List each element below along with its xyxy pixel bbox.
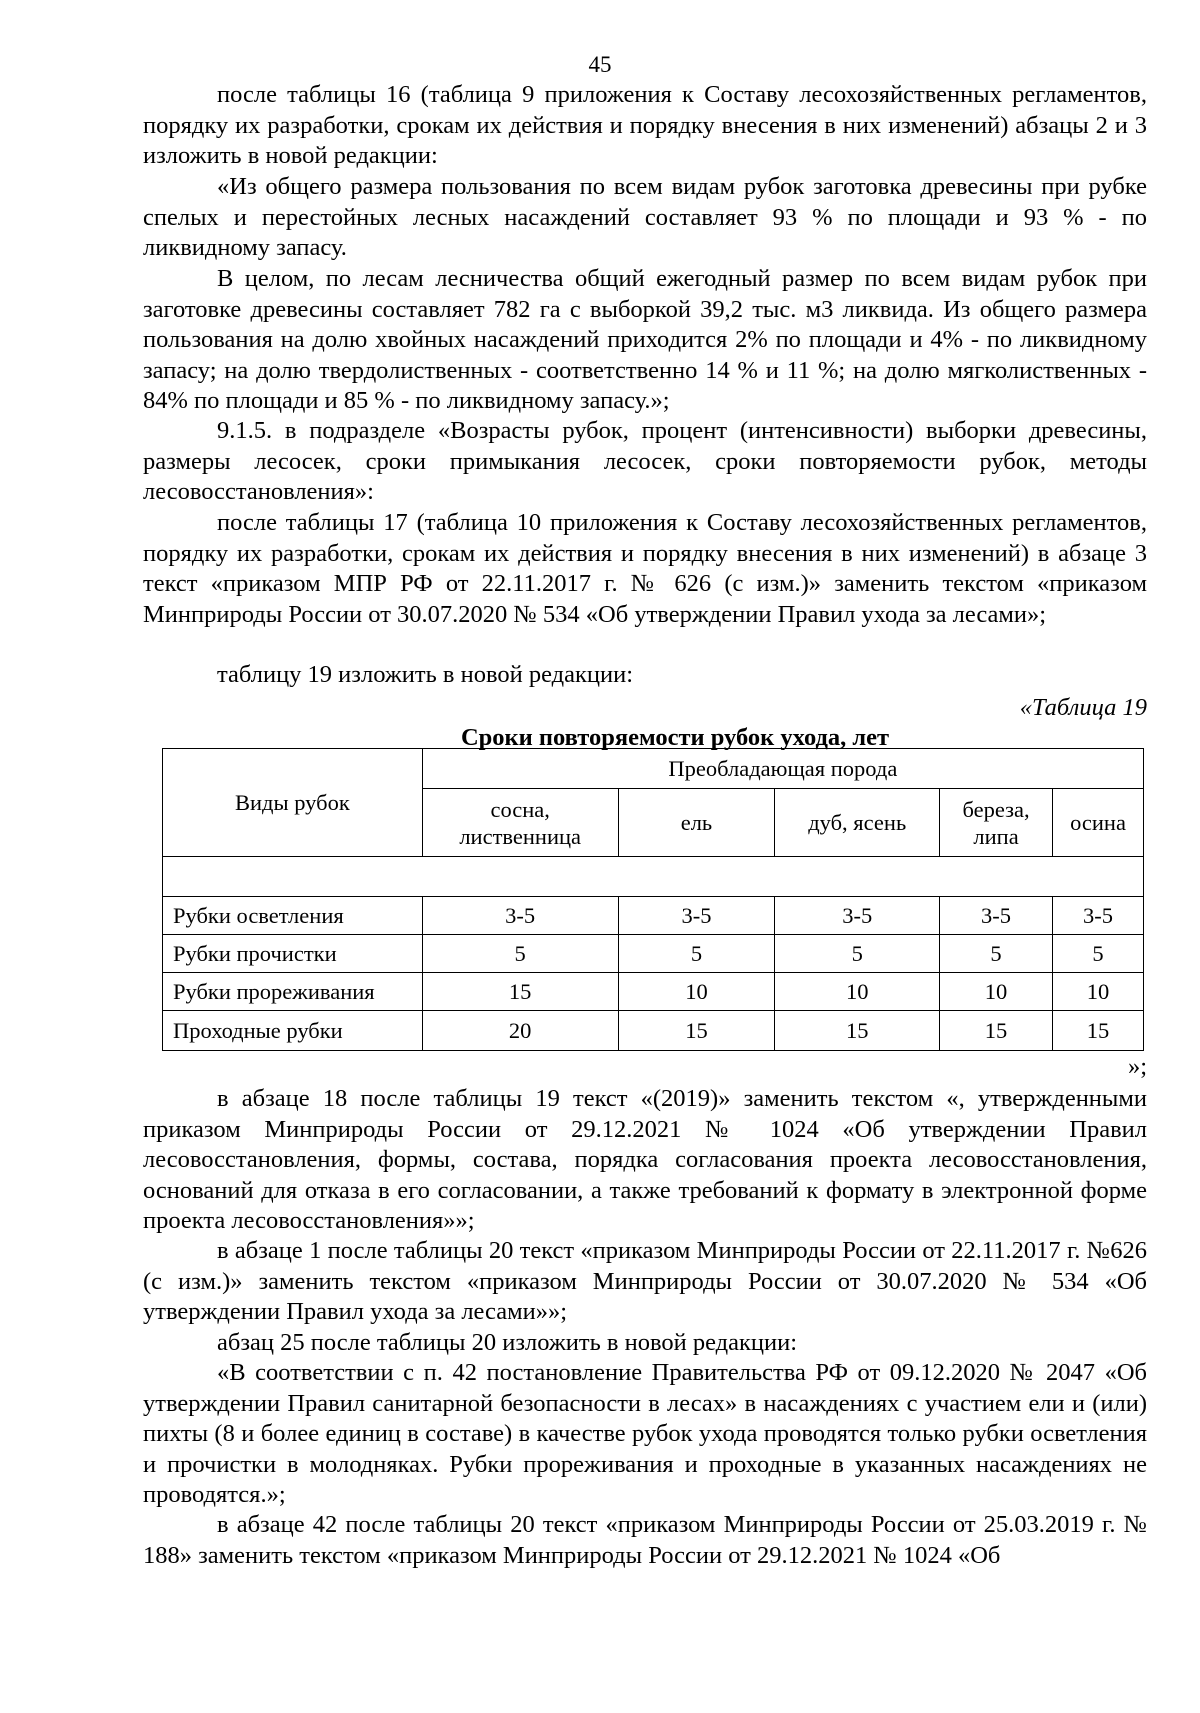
header-species-spruce: ель	[618, 789, 775, 857]
paragraph-abzats-42: в абзаце 42 после таблицы 20 текст «приказом Минприроды России от 25.03.2019 г. № 188» заменить текстом «приказом Минприроды России от 29.12.2021 № 1024 «Об	[143, 1511, 1147, 1569]
row-label: Рубки осветления	[163, 897, 423, 935]
header-species-pine-larch: сосна, лиственница	[422, 789, 618, 857]
table-cell: 15	[618, 1011, 775, 1051]
row-label: Рубки прочистки	[163, 935, 423, 973]
row-label: Рубки прореживания	[163, 973, 423, 1011]
paragraph-after-table-17: после таблицы 17 (таблица 10 приложения к Составу лесохозяйственных регламентов, порядку их разработки, срокам их действия и порядку внесения в них изменений) в абзаце 3 текст «приказом МПР РФ от 22.11.2017 г. № 626 (с изм.)» заменить текстом «приказом Минприроды России от 30.07.2020 № 534 «Об утверждении Правил ухода за лесами»;	[143, 509, 1147, 628]
table-row	[163, 897, 1144, 935]
paragraph-abzats-25: абзац 25 после таблицы 20 изложить в новой редакции:	[217, 1329, 798, 1356]
paragraph-harvest-share: «Из общего размера пользования по всем видам рубок заготовка древесины при рубке спелых и перестойных лесных насаждений составляет 93 % по площади и 93 % - по ликвидному запасу.	[143, 173, 1147, 261]
table-cell: 5	[1053, 935, 1144, 973]
table-closing-quote: »;	[1127, 1053, 1147, 1080]
header-species-aspen: осина	[1053, 789, 1144, 857]
table-cell: 3-5	[940, 897, 1053, 935]
paragraph-abzats-1: в абзаце 1 после таблицы 20 текст «приказом Минприроды России от 22.11.2017 г. №626 (с изм.)» заменить текстом «приказом Минприроды России от 30.07.2020 № 534 «Об утверждении Правил ухода за лесами»»;	[143, 1237, 1147, 1325]
table-empty-row	[163, 857, 1144, 897]
table-row	[163, 935, 1144, 973]
table-cell: 3-5	[775, 897, 940, 935]
paragraph-after-table-16: после таблицы 16 (таблица 9 приложения к Составу лесохозяйственных регламентов, порядку их разработки, срокам их действия и порядку внесения в них изменений) абзацы 2 и 3 изложить в новой редакции:	[143, 81, 1147, 169]
table-cell: 10	[775, 973, 940, 1011]
table-cell: 5	[422, 935, 618, 973]
table-cell: 5	[940, 935, 1053, 973]
table-cell: 15	[422, 973, 618, 1011]
table-cell: 3-5	[1053, 897, 1144, 935]
table-cell: 5	[775, 935, 940, 973]
paragraph-table-19-intro: таблицу 19 изложить в новой редакции:	[217, 661, 634, 688]
paragraph-section-9-1-5: 9.1.5. в подразделе «Возрасты рубок, процент (интенсивности) выборки древесины, размеры лесосек, сроки примыкания лесосек, сроки повторяемости рубок, методы лесовосстановления»:	[143, 417, 1147, 505]
paragraph-sanitary-rules: «В соответствии с п. 42 постановление Правительства РФ от 09.12.2020 № 2047 «Об утверждении Правил санитарной безопасности в лесах» в насаждениях с участием ели и (или) пихты (8 и более единиц в составе) в качестве рубок ухода проводятся только рубки осветления и прочистки в молодняках. Рубки прореживания и проходные в указанных насаждениях не проводятся.»;	[143, 1359, 1147, 1508]
page-number: 45	[588, 52, 612, 77]
header-species-birch-linden: береза, липа	[940, 789, 1053, 857]
table-cell: 15	[775, 1011, 940, 1051]
table-cell: 20	[422, 1011, 618, 1051]
table-cell: 3-5	[422, 897, 618, 935]
cutting-intervals-table	[162, 748, 1144, 1051]
header-species-oak-ash: дуб, ясень	[775, 789, 940, 857]
header-dominant-species: Преобладающая порода	[422, 749, 1143, 789]
table-cell: 10	[618, 973, 775, 1011]
table-cell: 3-5	[618, 897, 775, 935]
header-cutting-type: Виды рубок	[163, 749, 423, 857]
table-cell: 15	[940, 1011, 1053, 1051]
paragraph-annual-volume: В целом, по лесам лесничества общий ежегодный размер по всем видам рубок при заготовке древесины составляет 782 га с выборкой 39,2 тыс. м3 ликвида. Из общего размера пользования на долю хвойных насаждений приходится 2% по площади и 4% - по ликвидному запасу; на долю твердолиственных - соответственно 14 % и 11 %; на долю мягколиственных - 84% по площади и 85 % - по ликвидному запасу.»;	[143, 265, 1147, 414]
table-cell: 10	[1053, 973, 1144, 1011]
table-row	[163, 973, 1144, 1011]
table-title: Сроки повторяемости рубок ухода, лет	[460, 724, 890, 751]
table-row	[163, 1011, 1144, 1051]
table-cell: 10	[940, 973, 1053, 1011]
paragraph-abzats-18: в абзаце 18 после таблицы 19 текст «(2019)» заменить текстом «, утвержденными приказом Минприроды России от 29.12.2021 № 1024 «Об утверждении Правил лесовосстановления, формы, состава, порядка согласования проекта лесовосстановления, оснований для отказа в его согласовании, а также требований к формату в электронной форме проекта лесовосстановления»»;	[143, 1085, 1147, 1234]
row-label: Проходные рубки	[163, 1011, 423, 1051]
table-number-label: «Таблица 19	[1019, 694, 1147, 721]
table-cell: 15	[1053, 1011, 1144, 1051]
table-cell: 5	[618, 935, 775, 973]
